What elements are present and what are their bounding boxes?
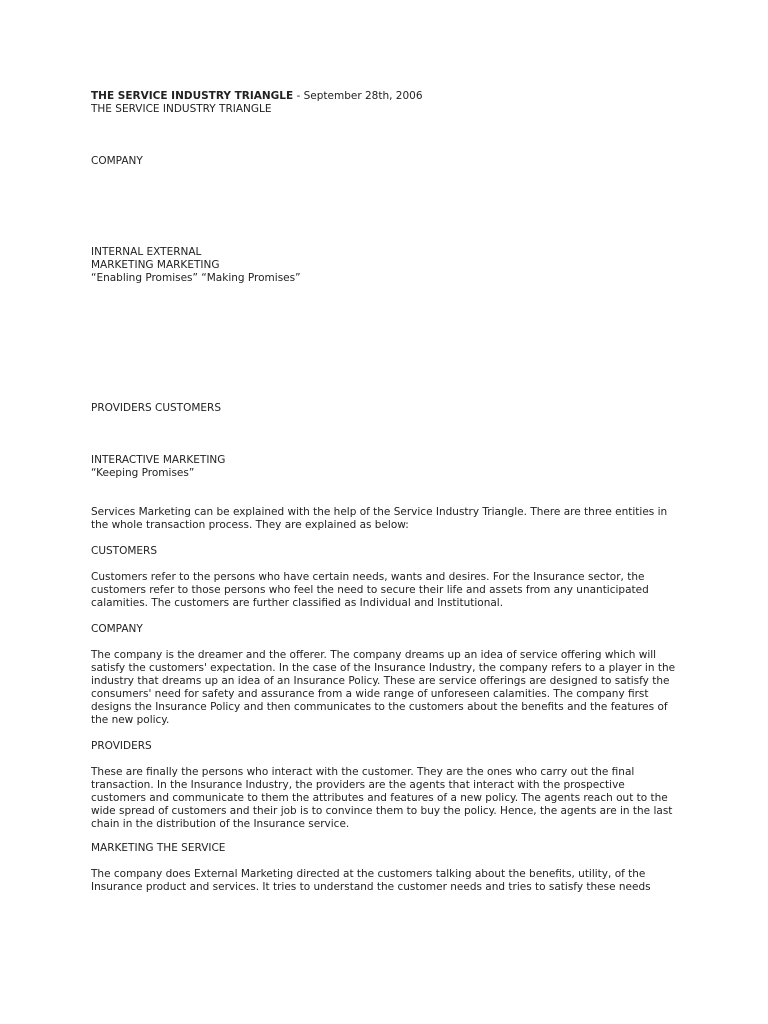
diagram-providers-customers: PROVIDERS CUSTOMERS	[91, 402, 222, 414]
customers-paragraph: Customers refer to the persons who have certain needs, wants and desires. For the Insurance sector, the customers refer to those persons who feel the need to secure their life and assets from any unanticipated calamities. The customers are further classified as Individual and Institutional.	[91, 571, 649, 609]
document-subtitle: THE SERVICE INDUSTRY TRIANGLE	[91, 103, 272, 115]
diagram-keeping-promises: “Keeping Promises”	[91, 467, 195, 479]
diagram-internal-external: INTERNAL EXTERNAL	[91, 246, 202, 258]
diagram-marketing-marketing: MARKETING MARKETING	[91, 259, 220, 271]
marketing-heading: MARKETING THE SERVICE	[91, 842, 226, 854]
providers-paragraph: These are finally the persons who interact with the customer. They are the ones who carry out the final transaction. In the Insurance Industry, the providers are the agents that interact with the prospective customers and communicate to them the attributes and features of a new policy. The agents reach out to the wide spread of customers and their job is to convince them to buy the policy. Hence, the agents are in the last chain in the distribution of the Insurance service.	[91, 766, 673, 830]
company-paragraph: The company is the dreamer and the offerer. The company dreams up an idea of service offering which will satisfy the customers' expectation. In the case of the Insurance Industry, the company refers to a player in the industry that dreams up an idea of an Insurance Policy. These are service offerings are designed to satisfy the consumers' need for safety and assurance from a wide range of unforeseen calamities. The company first designs the Insurance Policy and then communicates to the customers about the benefits and the features of the new policy.	[91, 649, 676, 726]
diagram-promises: “Enabling Promises” “Making Promises”	[91, 272, 301, 284]
document-title-line	[91, 90, 681, 103]
diagram-company-label: COMPANY	[91, 155, 143, 167]
intro-paragraph: Services Marketing can be explained with the help of the Service Industry Triangle. There are three entities in the whole transaction process. They are explained as below:	[91, 506, 668, 531]
diagram-interactive-marketing: INTERACTIVE MARKETING	[91, 454, 226, 466]
document-date: - September 28th, 2006	[293, 90, 423, 102]
company-heading: COMPANY	[91, 623, 143, 635]
document-title: THE SERVICE INDUSTRY TRIANGLE	[91, 90, 294, 102]
providers-heading: PROVIDERS	[91, 740, 152, 752]
marketing-paragraph: The company does External Marketing directed at the customers talking about the benefits, utility, of the Insurance product and services. It tries to understand the customer needs and tries to satisfy these needs	[91, 868, 651, 893]
customers-heading: CUSTOMERS	[91, 545, 158, 557]
